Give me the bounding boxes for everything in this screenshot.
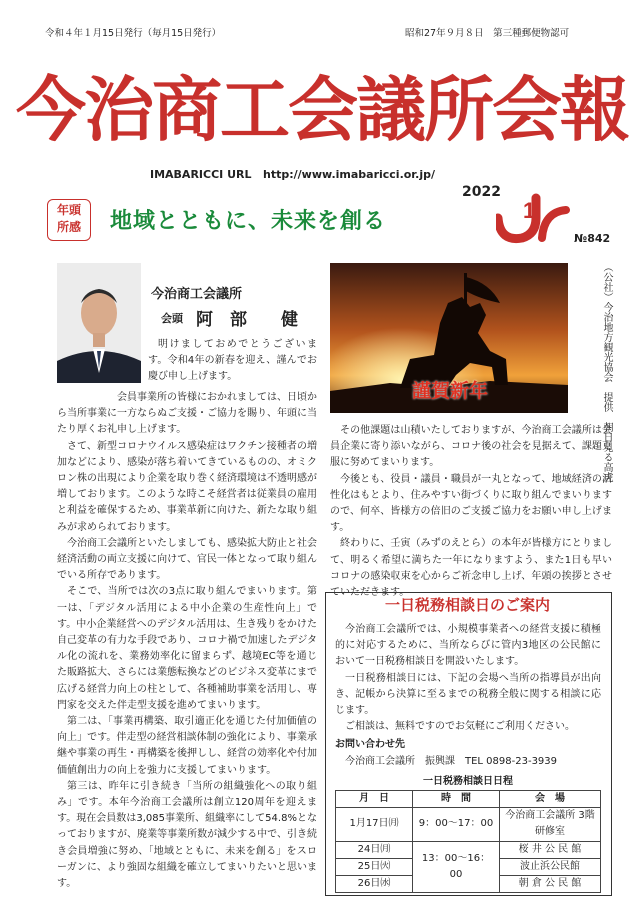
right-column bbox=[330, 423, 612, 601]
notice-paragraph-3: ご相談は、無料ですのでお気軽にご利用ください。 bbox=[345, 721, 575, 733]
table-row bbox=[336, 841, 601, 858]
month-logo-icon bbox=[496, 188, 570, 244]
feature-headline: 地域とともに、未来を創る bbox=[110, 208, 387, 234]
row-date: 25日㈫ bbox=[336, 858, 413, 875]
url-line bbox=[150, 168, 435, 181]
row-time: 13：00～16：00 bbox=[413, 841, 500, 893]
row-venue: 波止浜公民館 bbox=[500, 858, 601, 875]
photo-credit: （公社）今治地方観光協会 提供 朝日見る高虎 bbox=[601, 262, 612, 482]
notice-title: 一日税務相談日のご案内 bbox=[384, 596, 550, 614]
paragraph-5: そこで、当所では次の3点に取り組んでまいります。第一は、「デジタル活用による中小企業の生産性向上」です。中小企業経営へのデジタル活用は、生き残りをかけた自己変革の有力な手段であり、コロナ禍で加速したデジタル化の流れを、業務効率化に留まらず、越境EC等を通じた販路拡大、さらには業態転換などのビジネス変革にまで広げる経営力向上の柱として、各種補助事業を活用し、専門家を交えた伴走型支援を進めてまいります。 bbox=[57, 586, 317, 711]
paragraph-1: 明けましておめでとうございます。令和4年の新春を迎え、謹んでお慶び申し上げます。 bbox=[148, 339, 317, 383]
schedule-table bbox=[335, 790, 601, 893]
header-venue: 会 場 bbox=[500, 791, 601, 808]
notice-body bbox=[335, 622, 601, 893]
badge-line2: 所感 bbox=[56, 220, 81, 234]
right-paragraph-3: 終わりに、壬寅（みずのえとら）の本年が皆様方にとりまして、明るく希望に満ちた一年になりますよう、また1日も早いコロナの感染収束を心からご祈念申し上げ、年頭の挨拶とさせていただきます。 bbox=[330, 538, 612, 599]
new-year-badge bbox=[47, 199, 91, 241]
schedule-title: 一日税務相談日日程 bbox=[423, 775, 513, 787]
paragraph-2: 会員事業所の皆様におかれましては、日頃から当所事業に一方ならぬご支援・ご協力を賜り、年頭に当たり厚くお礼申し上げます。 bbox=[57, 392, 317, 436]
paragraph-3: さて、新型コロナウイルス感染症はワクチン接種者の増加などにより、感染が落ち着いてきているものの、オミクロン株の出現により企業を取り巻く経済環境は不透明感が増しております。このような時こそ経営者は従業員の雇用と利益を確保するため、事業革新に向けた、新たな取り組みが求められております。 bbox=[57, 440, 317, 533]
row-time: 9：00～17：00 bbox=[413, 808, 500, 841]
table-row bbox=[336, 808, 601, 841]
notice-paragraph-2: 一日税務相談日には、下記の会場へ当所の指導員が出向き、記帳から決算に至るまでの税務全般に関する相談に応じます。 bbox=[335, 672, 601, 717]
notice-paragraph-1: 今治商工会議所では、小規模事業者への経営支援に積極的に対応するために、当所ならびに管内3地区の公民館において一日税務相談日を開設いたします。 bbox=[335, 624, 601, 668]
masthead-title: 今治商工会議所会報 bbox=[16, 67, 628, 151]
badge-line1: 年頭 bbox=[56, 203, 81, 217]
issue-year: 2022 bbox=[462, 184, 501, 200]
sunrise-photo bbox=[330, 263, 568, 413]
right-paragraph-2: 今後とも、役員・議員・職員が一丸となって、地域経済の活性化はもとより、住みやすい街づくりに取り組んでまいりますので、何卒、皆様方の倍旧のご支援ご協力をお願い申し上げます。 bbox=[330, 473, 612, 534]
contact-heading: お問い合わせ先 bbox=[335, 739, 405, 751]
issue-number: №842 bbox=[574, 232, 611, 245]
org-name: 今治商工会議所 bbox=[151, 287, 243, 302]
row-venue: 朝 倉 公 民 館 bbox=[500, 876, 601, 893]
row-venue: 今治商工会議所 3階研修室 bbox=[500, 808, 601, 841]
header-time: 時 間 bbox=[413, 791, 500, 808]
row-venue: 桜 井 公 民 館 bbox=[500, 841, 601, 858]
president-name: 阿 部 健 bbox=[196, 310, 298, 330]
paragraph-6: 第二は、「事業再構築、取引適正化を通じた付加価値の向上」です。伴走型の経営相談体制の強化により、事業承継や事業の再生・再構築を後押しし、経営の効率化や付加価値創出力の向上を強力に支援してまいります。 bbox=[57, 716, 317, 776]
contact-line: 今治商工会議所 振興課 TEL 0898-23-3939 bbox=[345, 755, 558, 767]
portrait-icon bbox=[57, 263, 141, 383]
row-date: 1月17日㈪ bbox=[336, 808, 413, 841]
row-date: 26日㈬ bbox=[336, 876, 413, 893]
schedule-header-row bbox=[336, 791, 601, 808]
role-label: 会頭 bbox=[161, 312, 183, 325]
left-column bbox=[57, 390, 317, 892]
photo-caption: 謹賀新年 bbox=[412, 380, 489, 402]
postal-approval: 昭和27年９月８日 第三種郵便物認可 bbox=[405, 28, 570, 39]
row-date: 24日㈪ bbox=[336, 841, 413, 858]
url-label: IMABARICCI URL bbox=[150, 168, 252, 181]
president-portrait bbox=[57, 263, 141, 383]
right-paragraph-1: その他課題は山積いたしておりますが、今治商工会議所は会員企業に寄り添いながら、コロナ後の社会を見据えて、課題克服に努めてまいります。 bbox=[330, 425, 612, 469]
issue-month: 1 bbox=[523, 198, 536, 223]
paragraph-4: 今治商工会議所といたしましても、感染拡大防止と社会経済活動の両立支援に向けて、官民一体となって取り組んでいる所存であります。 bbox=[57, 537, 317, 582]
url-link[interactable]: http://www.imabaricci.or.jp/ bbox=[263, 168, 436, 181]
issue-date: 令和４年１月15日発行（毎月15日発行） bbox=[45, 28, 222, 39]
header-date: 月 日 bbox=[336, 791, 413, 808]
paragraph-7: 第三は、昨年に引き続き「当所の組織強化への取り組み」です。本年今治商工会議所は創立120周年を迎えます。現在会員数は3,085事業所、組織率にして54.8%となっておりますが、廃業等事業所数が減少する中で、引き続き会員増強に努め、「地域とともに、未来を創る」をスローガンに、より強固な組織を確立してまいりたいと思います。 bbox=[57, 780, 317, 890]
